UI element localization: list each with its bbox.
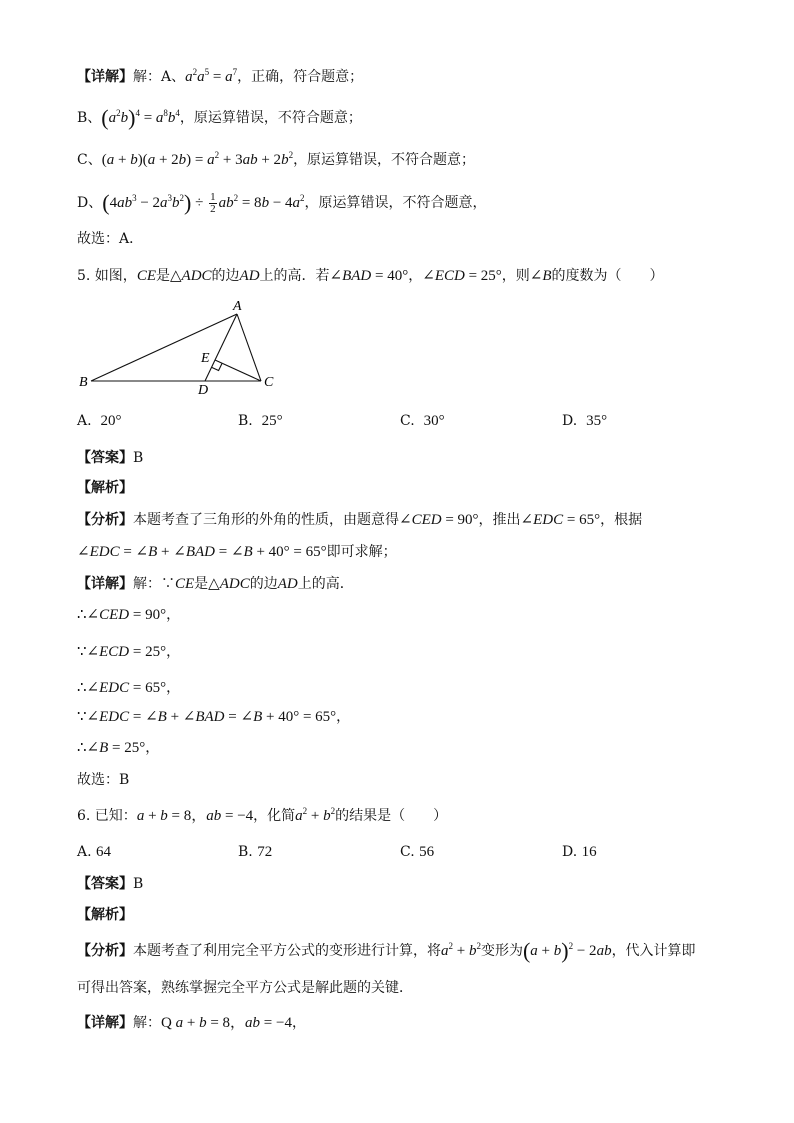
line-c-prefix: C、 [77, 152, 102, 168]
q5-detail-line: 【详解】解：∵CE是△ADC的边AD上的高． [77, 576, 354, 592]
q5-step-2: ∵∠ECD = 25°， [77, 644, 181, 660]
line-c-comment: ，原运算错误，不符合题意； [293, 152, 476, 168]
q5-step-5: ∴∠B = 25°， [77, 740, 160, 756]
label-e: E [201, 351, 210, 366]
segment-ad [205, 314, 237, 381]
q5-stem: 5. 如图，CE是△ADC的边AD上的高．若∠BAD = 40°，∠ECD = 25°，则∠B的度数为（ ） [77, 268, 664, 284]
q5-number: 5. 如图， [77, 268, 137, 284]
prev-conclusion: 故选：A． [77, 231, 144, 247]
q5-option-a: A. 20° [77, 413, 122, 429]
q6-number: 6. 已知： [77, 808, 137, 824]
q5-option-d: D. 35° [562, 413, 608, 429]
q5-step-3: ∴∠EDC = 65°， [77, 680, 181, 696]
q5-analysis-line2: ∠EDC = ∠B + ∠BAD = ∠B + 40° = 65°即可求解； [77, 544, 397, 560]
line-d-prefix: D、 [77, 194, 103, 211]
q6-option-b: B. 72 [238, 844, 273, 860]
q5-analysis-header: 【解析】 [77, 480, 133, 496]
line-b-prefix: B、 [77, 110, 102, 126]
label-a: A [233, 299, 242, 314]
prev-line-b [77, 105, 717, 130]
line-b-comment: ，原运算错误，不符合题意； [179, 110, 362, 126]
q6-answer: 【答案】B [77, 876, 144, 892]
q6-analysis-header: 【解析】 [77, 907, 133, 923]
q5-analysis-line1: 【分析】本题考查了三角形的外角的性质，由题意得∠CED = 90°，推出∠EDC = 65°，根据 [77, 512, 643, 528]
q5-conclusion: 故选：B [77, 772, 130, 788]
line-a-comment: ，正确，符合题意； [237, 69, 364, 85]
formula-c: $(a + b)(a + 2b) = a^2 + 3ab + 2b^2$ [101, 150, 294, 168]
prev-line-c [77, 150, 717, 170]
detail-intro: 解：A、 [133, 69, 186, 85]
detail-label: 【详解】 [77, 69, 133, 85]
q5-triangle-figure [76, 294, 286, 398]
q6-option-c: C. 56 [400, 844, 435, 860]
q6-option-d: D. 16 [562, 844, 597, 860]
fraction-half: $\frac{1}{2}$ [210, 191, 216, 215]
q6-detail-line: 【详解】解：Q a + b = 8，ab = −4， [77, 1015, 306, 1031]
label-b: B [79, 375, 88, 390]
label-c: C [264, 375, 274, 390]
q5-step-1: ∴∠CED = 90°， [77, 607, 181, 623]
line-d-comment: ，原运算错误，不符合题意， [304, 194, 487, 211]
formula-d: $(4ab^3 - 2a^3b^2)$ ÷ $\frac{1}{2}$ $ab^2 = 8b - 4a^2$ [102, 189, 305, 215]
q5-step-4: ∵∠EDC = ∠B + ∠BAD = ∠B + 40° = 65°， [77, 709, 351, 725]
segment-ac [237, 314, 261, 381]
q6-analysis-line2: 可得出答案，熟练掌握完全平方公式是解此题的关键． [77, 980, 413, 996]
q6-option-a: A. 64 [77, 844, 112, 860]
q6-stem: 6. 已知：a + b = 8，ab = −4，化简$a^2 + b^2$的结果是（ ） [77, 806, 448, 824]
prev-line-d [77, 189, 717, 215]
segment-ba [91, 314, 237, 381]
formula-b: $(a^2b)^4 = a^8b^4$ [101, 105, 180, 130]
q5-option-b: B. 25° [238, 413, 283, 429]
q5-option-c: C. 30° [400, 413, 445, 429]
prev-detail-line-a [77, 67, 717, 87]
q5-answer: 【答案】B [77, 450, 144, 466]
formula-a: $a^2a^5 = a^7$ [185, 67, 238, 85]
q6-analysis-line1: 【分析】本题考查了利用完全平方公式的变形进行计算，将$a^2 + b^2$变形为$(a + b)^2 - 2ab$，代入计算即 [77, 938, 696, 963]
label-d: D [198, 383, 209, 398]
